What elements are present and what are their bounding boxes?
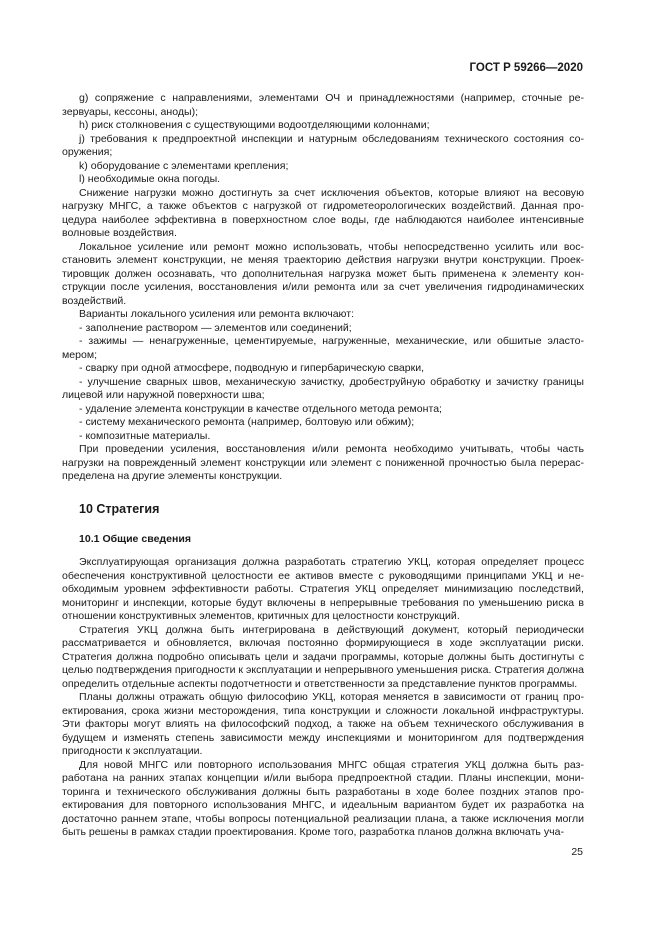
subsection-heading: 10.1 Общие сведения xyxy=(79,532,191,545)
dash-item: - улучшение сварных швов, механическую зачистку, дробеструйную обработку и зачистку границы лицевой или наружной поверхности шва; xyxy=(62,375,584,401)
list-item-k: k) оборудование с элементами крепления; xyxy=(79,159,289,172)
paragraph-load-redistribution: При проведении усиления, восстановления и/или ремонта необходимо учитывать, чтобы часть нагрузки на поврежденный элемент конструкции или элемент с пониженной прочностью была перераспределена на другие элементы конструкции. xyxy=(62,443,584,482)
page-number: 25 xyxy=(571,846,583,858)
dash-item: - систему механического ремонта (например, болтовую или обжим); xyxy=(79,416,415,428)
standard-header: ГОСТ Р 59266—2020 xyxy=(469,62,583,74)
list-item-j: j) требования к предпроектной инспекции и натурным обследованиям технического состояния сооружения; xyxy=(62,132,584,158)
section-paragraph: Для новой МНГС или повторного использования МНГС общая стратегия УКЦ должна быть разработана на ранних этапах концепции и/или выбора предпроектной стадии. Планы инспекции, мониторинга и технического обслуживания должны быть разработаны в ходе более поздних этапов проектирования для повторного использования МНГС, и идеальным вариантом будет их разработка на достаточно раннем этапе, чтобы вопросы потенциальной реализации плана, а также исключения могли быть решены в рамках стадии проектирования. Кроме того, разработка планов должна включать уча- xyxy=(62,758,584,838)
section-paragraph: Стратегия УКЦ должна быть интегрирована в действующий документ, который периодически рассматривается и обновляется, включая постоянно формирующиеся в ходе эксплуатации риски. Стратегия должна подробно описывать цели и задачи программы, которые должны быть достигнуты с целью подтверждения пригодности к эксплуатации и непрерывного уменьшения риска. Стратегия должна определить отдельные аспекты подотчетности и ответственности за представление пунктов программы. xyxy=(62,623,584,690)
dash-item: - удаление элемента конструкции в качестве отдельного метода ремонта; xyxy=(79,402,442,415)
dash-item: - зажимы — ненагруженные, цементируемые, нагруженные, механические, или обшитые эластомером; xyxy=(62,335,584,361)
section-paragraph: Эксплуатирующая организация должна разработать стратегию УКЦ, которая определяет процесс обеспечения конструктивной целостности ее активов вместе с руководящими принципами УКЦ и необходимым уровнем эффективности работы. Стратегия УКЦ определяет минимизацию последствий, мониторинг и инспекции, которые будут включены в непрерывные требования по уменьшению риска в отношении конструктивных элементов, критичных для целостности конструкций. xyxy=(62,556,584,622)
section-heading: 10 Стратегия xyxy=(79,501,160,516)
section-paragraph: Планы должны отражать общую философию УКЦ, которая меняется в зависимости от границ проектирования, срока жизни месторождения, типа конструкции и сложности локальной инфраструктуры. Эти факторы могут влиять на философский подход, а также на объем технического обслуживания в будущем и изменять степень зависимости между инспекциями и мониторингом для подтверждения пригодности к эксплуатации. xyxy=(62,691,584,757)
dash-item: - сварку при одной атмосфере, подводную и гипербарическую сварки, xyxy=(79,362,425,374)
page-body xyxy=(62,92,584,840)
list-item-l: l) необходимые окна погоды. xyxy=(79,173,221,185)
paragraph-local-strengthening: Локальное усиление или ремонт можно использовать, чтобы непосредственно усилить или восстановить элемент конструкции, не меняя траекторию действия нагрузки внутри конструкции. Проектировщик должен осознавать, что дополнительная нагрузка может быть применена к элементу конструкции после усиления, восстановления и/или ремонта или за счет увеличения гидродинамических воздействий. xyxy=(62,240,584,307)
list-item-g: g) сопряжение с направлениями, элементами ОЧ и принадлежностями (например, сточные резервуары, кессоны, аноды); xyxy=(62,92,584,118)
paragraph-options-intro: Варианты локального усиления или ремонта включают: xyxy=(79,308,355,320)
dash-item: - композитные материалы. xyxy=(79,429,211,442)
dash-item: - заполнение раствором — элементов или соединений; xyxy=(79,321,352,334)
paragraph-load-reduction: Снижение нагрузки можно достигнуть за счет исключения объектов, которые влияют на весовую нагрузку МНГС, а также объектов с нагрузкой от гидрометеорологических воздействий. Данная процедура наиболее эффективна в поверхностном слое воды, где наблюдаются наиболее интенсивные волновые воздействия. xyxy=(62,186,584,239)
list-item-h: h) риск столкновения с существующими водоотделяющими колоннами; xyxy=(79,119,430,131)
